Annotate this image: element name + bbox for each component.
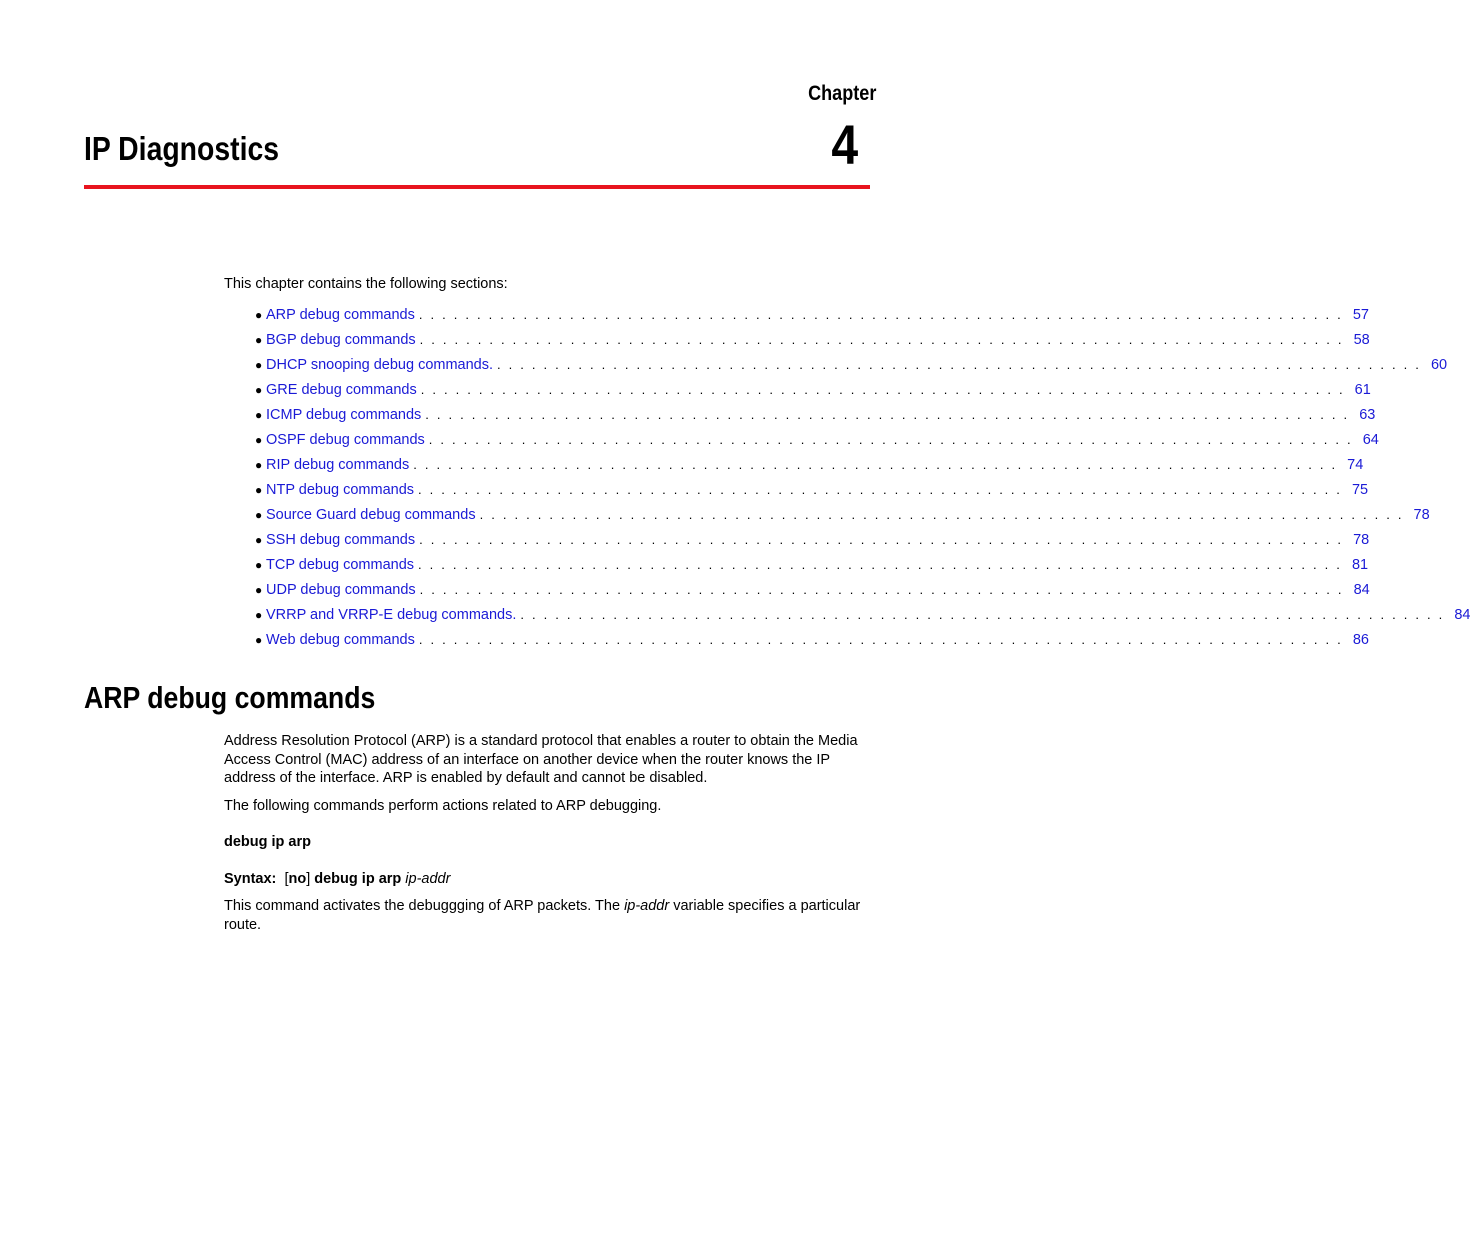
toc-entry	[255, 502, 1430, 527]
toc-page-number[interactable]: 63	[1359, 406, 1376, 423]
chapter-rule	[84, 185, 870, 189]
bullet-icon: ●	[255, 307, 263, 322]
toc-entry	[255, 377, 1371, 402]
toc-leader: . . . . . . . . . . . . . . . . . . . . . . . . . . . . . . . . . . . . . . . . . . . . . . . . . . . . . . . . . . . . . . . . . . . . . . . . . . . . . . . .	[418, 482, 1343, 497]
section-paragraph-2: The following commands perform actions related to ARP debugging.	[224, 798, 662, 814]
toc-leader: . . . . . . . . . . . . . . . . . . . . . . . . . . . . . . . . . . . . . . . . . . . . . . . . . . . . . . . . . . . . . . . . . . . . . . . . . . . . . . . .	[418, 557, 1343, 572]
bullet-icon: ●	[255, 407, 263, 422]
toc-leader: . . . . . . . . . . . . . . . . . . . . . . . . . . . . . . . . . . . . . . . . . . . . . . . . . . . . . . . . . . . . . . . . . . . . . . . . . . . . . . . .	[425, 407, 1350, 422]
bullet-icon: ●	[255, 557, 263, 572]
toc-link[interactable]: SSH debug commands	[266, 531, 416, 548]
toc-leader: . . . . . . . . . . . . . . . . . . . . . . . . . . . . . . . . . . . . . . . . . . . . . . . . . . . . . . . . . . . . . . . . . . . . . . . . . . . . . . . .	[418, 307, 1343, 322]
toc-link[interactable]: RIP debug commands	[266, 456, 410, 473]
toc-intro: This chapter contains the following sections:	[224, 276, 508, 292]
section-paragraph-1: Address Resolution Protocol (ARP) is a standard protocol that enables a router to obtain the Media Access Control (MAC) address of an interface on another device when the router knows the IP address of the interface. ARP is enabled by default and cannot be disabled.	[224, 733, 858, 786]
syntax-variable: ip-addr	[405, 871, 451, 887]
section-paragraph-3	[224, 897, 874, 934]
toc-link[interactable]: TCP debug commands	[266, 556, 415, 573]
toc-link[interactable]: DHCP snooping debug commands.	[266, 356, 494, 373]
toc-entry	[255, 527, 1370, 552]
toc-link[interactable]: VRRP and VRRP-E debug commands.	[266, 606, 517, 623]
toc-entry	[255, 452, 1364, 477]
syntax-command: debug ip arp	[314, 871, 402, 887]
chapter-label: Chapter	[807, 82, 876, 105]
paragraph-3-before: This command activates the debuggging of ARP packets. The	[224, 898, 625, 914]
toc-page-number[interactable]: 81	[1351, 556, 1369, 573]
paragraph-3-variable: ip-addr	[624, 898, 670, 914]
toc-leader: . . . . . . . . . . . . . . . . . . . . . . . . . . . . . . . . . . . . . . . . . . . . . . . . . . . . . . . . . . . . . . . . . . . . . . . . . . . . . . . .	[420, 382, 1345, 397]
toc-entry	[255, 427, 1379, 452]
syntax-line	[224, 870, 874, 889]
toc-entry	[255, 577, 1370, 602]
toc-link[interactable]: Source Guard debug commands	[266, 506, 476, 523]
toc-page-number[interactable]: 74	[1347, 456, 1364, 473]
toc-leader: . . . . . . . . . . . . . . . . . . . . . . . . . . . . . . . . . . . . . . . . . . . . . . . . . . . . . . . . . . . . . . . . . . . . . . . . . . . . . . . .	[419, 582, 1344, 597]
toc-page-number[interactable]: 61	[1354, 381, 1371, 398]
syntax-no: no	[288, 871, 307, 887]
syntax-open-bracket: [	[284, 871, 289, 887]
bullet-icon: ●	[255, 457, 263, 472]
bullet-icon: ●	[255, 632, 263, 647]
chapter-number: 4	[831, 113, 858, 176]
toc-link[interactable]: NTP debug commands	[266, 481, 415, 498]
toc-page-number[interactable]: 84	[1353, 581, 1370, 598]
bullet-icon: ●	[255, 532, 263, 547]
toc-entry	[255, 602, 1470, 627]
bullet-icon: ●	[255, 507, 263, 522]
toc-page-number[interactable]: 75	[1351, 481, 1369, 498]
toc-leader: . . . . . . . . . . . . . . . . . . . . . . . . . . . . . . . . . . . . . . . . . . . . . . . . . . . . . . . . . . . . . . . . . . . . . . . . . . . . . . . .	[520, 607, 1445, 622]
toc-leader: . . . . . . . . . . . . . . . . . . . . . . . . . . . . . . . . . . . . . . . . . . . . . . . . . . . . . . . . . . . . . . . . . . . . . . . . . . . . . . . .	[497, 357, 1422, 372]
bullet-icon: ●	[255, 382, 263, 397]
toc-entry	[255, 627, 1369, 652]
toc-page-number[interactable]: 57	[1352, 306, 1369, 323]
toc-page-number[interactable]: 78	[1353, 531, 1370, 548]
toc-entry	[255, 552, 1369, 577]
toc-entry	[255, 477, 1369, 502]
toc-page-number[interactable]: 58	[1353, 331, 1370, 348]
command-name: debug ip arp	[224, 834, 311, 850]
toc-page-number[interactable]: 78	[1413, 506, 1430, 523]
toc-link[interactable]: ICMP debug commands	[266, 406, 422, 423]
paragraph-3-after: variable specifies a particular route.	[224, 898, 861, 933]
toc-entry	[255, 327, 1370, 352]
toc-entry	[255, 402, 1376, 427]
chapter-title: IP Diagnostics	[84, 130, 280, 167]
toc-link[interactable]: UDP debug commands	[266, 581, 416, 598]
bullet-icon: ●	[255, 482, 263, 497]
toc-leader: . . . . . . . . . . . . . . . . . . . . . . . . . . . . . . . . . . . . . . . . . . . . . . . . . . . . . . . . . . . . . . . . . . . . . . . . . . . . . . . .	[418, 632, 1343, 647]
toc-link[interactable]: BGP debug commands	[266, 331, 416, 348]
syntax-close-bracket: ]	[306, 871, 311, 887]
toc-list	[255, 302, 1470, 652]
toc-entry	[255, 352, 1448, 377]
toc-leader: . . . . . . . . . . . . . . . . . . . . . . . . . . . . . . . . . . . . . . . . . . . . . . . . . . . . . . . . . . . . . . . . . . . . . . . . . . . . . . . .	[479, 507, 1404, 522]
bullet-icon: ●	[255, 582, 263, 597]
toc-link[interactable]: Web debug commands	[266, 631, 415, 648]
toc-leader: . . . . . . . . . . . . . . . . . . . . . . . . . . . . . . . . . . . . . . . . . . . . . . . . . . . . . . . . . . . . . . . . . . . . . . . . . . . . . . . .	[428, 432, 1353, 447]
toc-leader: . . . . . . . . . . . . . . . . . . . . . . . . . . . . . . . . . . . . . . . . . . . . . . . . . . . . . . . . . . . . . . . . . . . . . . . . . . . . . . . .	[413, 457, 1338, 472]
section-title: ARP debug commands	[84, 680, 376, 715]
bullet-icon: ●	[255, 432, 263, 447]
toc-page-number[interactable]: 64	[1362, 431, 1379, 448]
bullet-icon: ●	[255, 332, 263, 347]
toc-page-number[interactable]: 86	[1352, 631, 1369, 648]
syntax-label: Syntax:	[224, 871, 277, 887]
toc-page-number[interactable]: 60	[1430, 356, 1448, 373]
bullet-icon: ●	[255, 357, 263, 372]
toc-link[interactable]: GRE debug commands	[266, 381, 417, 398]
toc-page-number[interactable]: 84	[1454, 606, 1470, 623]
toc-link[interactable]: OSPF debug commands	[266, 431, 425, 448]
toc-leader: . . . . . . . . . . . . . . . . . . . . . . . . . . . . . . . . . . . . . . . . . . . . . . . . . . . . . . . . . . . . . . . . . . . . . . . . . . . . . . . .	[419, 532, 1344, 547]
bullet-icon: ●	[255, 607, 263, 622]
toc-link[interactable]: ARP debug commands	[266, 306, 415, 323]
toc-entry	[255, 302, 1369, 327]
toc-leader: . . . . . . . . . . . . . . . . . . . . . . . . . . . . . . . . . . . . . . . . . . . . . . . . . . . . . . . . . . . . . . . . . . . . . . . . . . . . . . . .	[419, 332, 1344, 347]
